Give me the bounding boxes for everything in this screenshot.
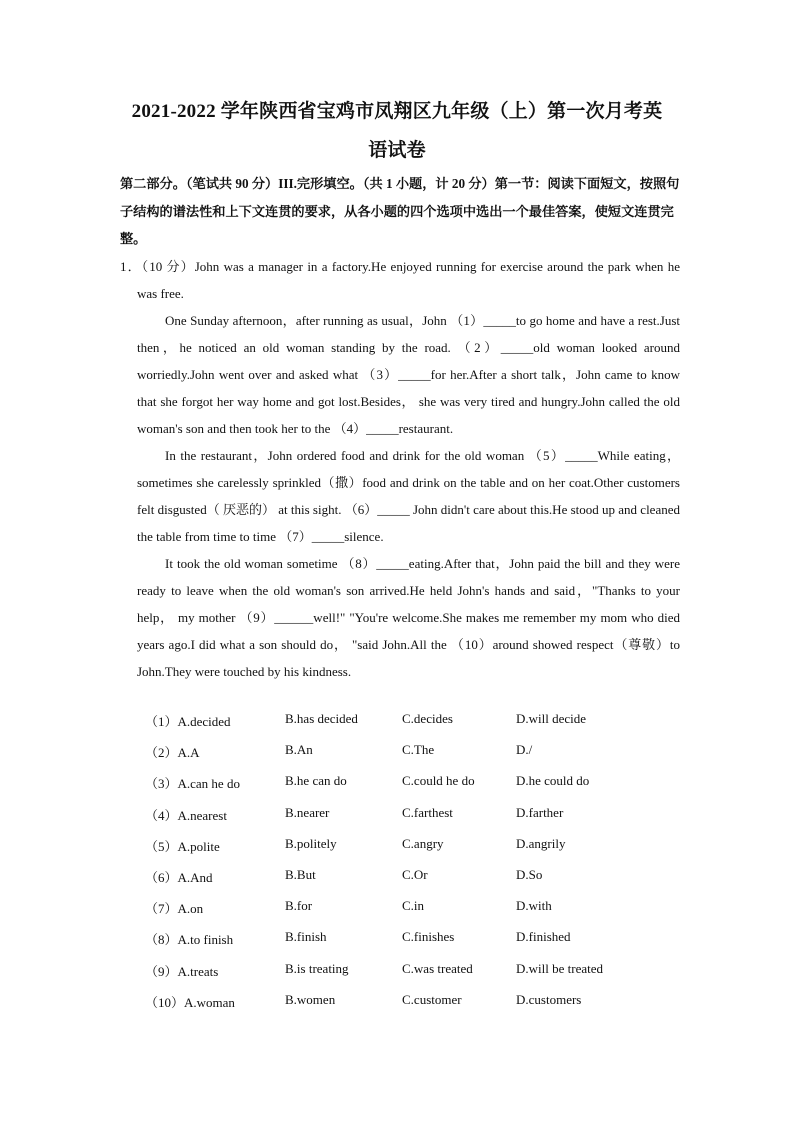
- option-d: D.angrily: [516, 835, 566, 851]
- option-c: C.was treated: [402, 960, 473, 976]
- option-c: C.customer: [402, 991, 462, 1007]
- option-a: （1）A.decided: [145, 714, 231, 729]
- option-b: B.has decided: [285, 711, 358, 726]
- option-d: D.finished: [516, 929, 571, 945]
- option-a: （4）A.nearest: [145, 807, 227, 823]
- option-b: B.But: [285, 866, 316, 882]
- option-a: （5）A.polite: [145, 838, 220, 854]
- option-c: C.angry: [402, 835, 444, 851]
- option-d: D.will be treated: [516, 960, 603, 976]
- option-b: B.he can do: [285, 773, 347, 789]
- option-b: B.nearer: [285, 804, 330, 820]
- option-a: （2）A.A: [145, 745, 200, 761]
- option-c: C.could he do: [402, 773, 475, 789]
- option-a: （3）A.can he do: [145, 776, 240, 792]
- option-c: C.The: [402, 742, 435, 758]
- title-line-1: 2021-2022 学年陕西省宝鸡市凤翔区九年级（上）第一次月考英: [131, 101, 663, 122]
- option-d: D.with: [516, 898, 552, 914]
- question-1: [120, 253, 680, 685]
- option-d: D./: [516, 742, 533, 758]
- question-paragraph-1: [120, 253, 680, 307]
- option-b: B.An: [285, 742, 313, 758]
- option-a: （6）A.And: [145, 869, 213, 885]
- option-d: D.farther: [516, 804, 564, 820]
- option-c: C.in: [402, 898, 425, 914]
- option-a: （7）A.on: [145, 901, 204, 917]
- option-c: C.Or: [402, 866, 428, 882]
- question-paragraph-3: In the restaurant，John ordered food and drink for the old woman （5）_____While eating， sometimes she carelessly sprinkled（撒）food and drink on the table and on her coat.Other customers felt disgusted（ 厌恶的） at this sight. （6）_____ John didn't care about this.He stood up and cleaned the table from time to time （7）_____silence.: [137, 448, 680, 544]
- option-d: D.customers: [516, 991, 582, 1007]
- paragraph-text: John was a manager in a factory.He enjoyed running for exercise around the park when he was free.: [137, 259, 680, 301]
- question-number: 1．: [120, 259, 142, 274]
- option-d: D.he could do: [516, 773, 590, 789]
- option-b: B.for: [285, 898, 313, 914]
- question-points: （10 分）: [141, 259, 195, 274]
- option-a: （8）A.to finish: [145, 932, 234, 948]
- option-a: （10）A.woman: [145, 994, 235, 1010]
- question-paragraph-4: It took the old woman sometime （8）_____eating.After that，John paid the bill and they were ready to leave when the old woman's son arrived.He held John's hands and said，"Thanks to your help， my mother （9）______well!" "You're welcome.She makes me remember my mom who died years ago.I did what a son should do， "said John.All the （10）around showed respect（尊敬）to John.They were touched by his kindness.: [137, 556, 680, 679]
- option-d: D.will decide: [516, 711, 587, 726]
- question-paragraph-2: One Sunday afternoon，after running as usual，John （1）_____to go home and have a rest.Just then，he noticed an old woman standing by the road. （2）_____old woman looked around worriedly.John went over and asked what （3）_____for her.After a short talk，John came to know that she forgot her way home and got lost.Besides， she was very tired and hungry.John called the old woman's son and then took her to the （4）_____restaurant.: [137, 313, 680, 436]
- option-c: C.decides: [402, 711, 453, 726]
- section-instructions: 第二部分。（笔试共 90 分）III.完形填空。（共 1 小题，计 20 分）第一节：阅读下面短文，按照句子结构的谱法性和上下文连贯的要求，从各小题的四个选项中选出一个最佳答案，使短文连贯完整。: [120, 176, 680, 246]
- option-b: B.politely: [285, 835, 337, 851]
- option-a: （9）A.treats: [145, 963, 219, 979]
- option-b: B.women: [285, 991, 336, 1007]
- option-b: B.finish: [285, 929, 327, 945]
- option-c: C.farthest: [402, 804, 453, 820]
- title-line-2: 语试卷: [368, 140, 426, 161]
- option-c: C.finishes: [402, 929, 455, 945]
- option-d: D.So: [516, 866, 543, 882]
- option-b: B.is treating: [285, 960, 349, 976]
